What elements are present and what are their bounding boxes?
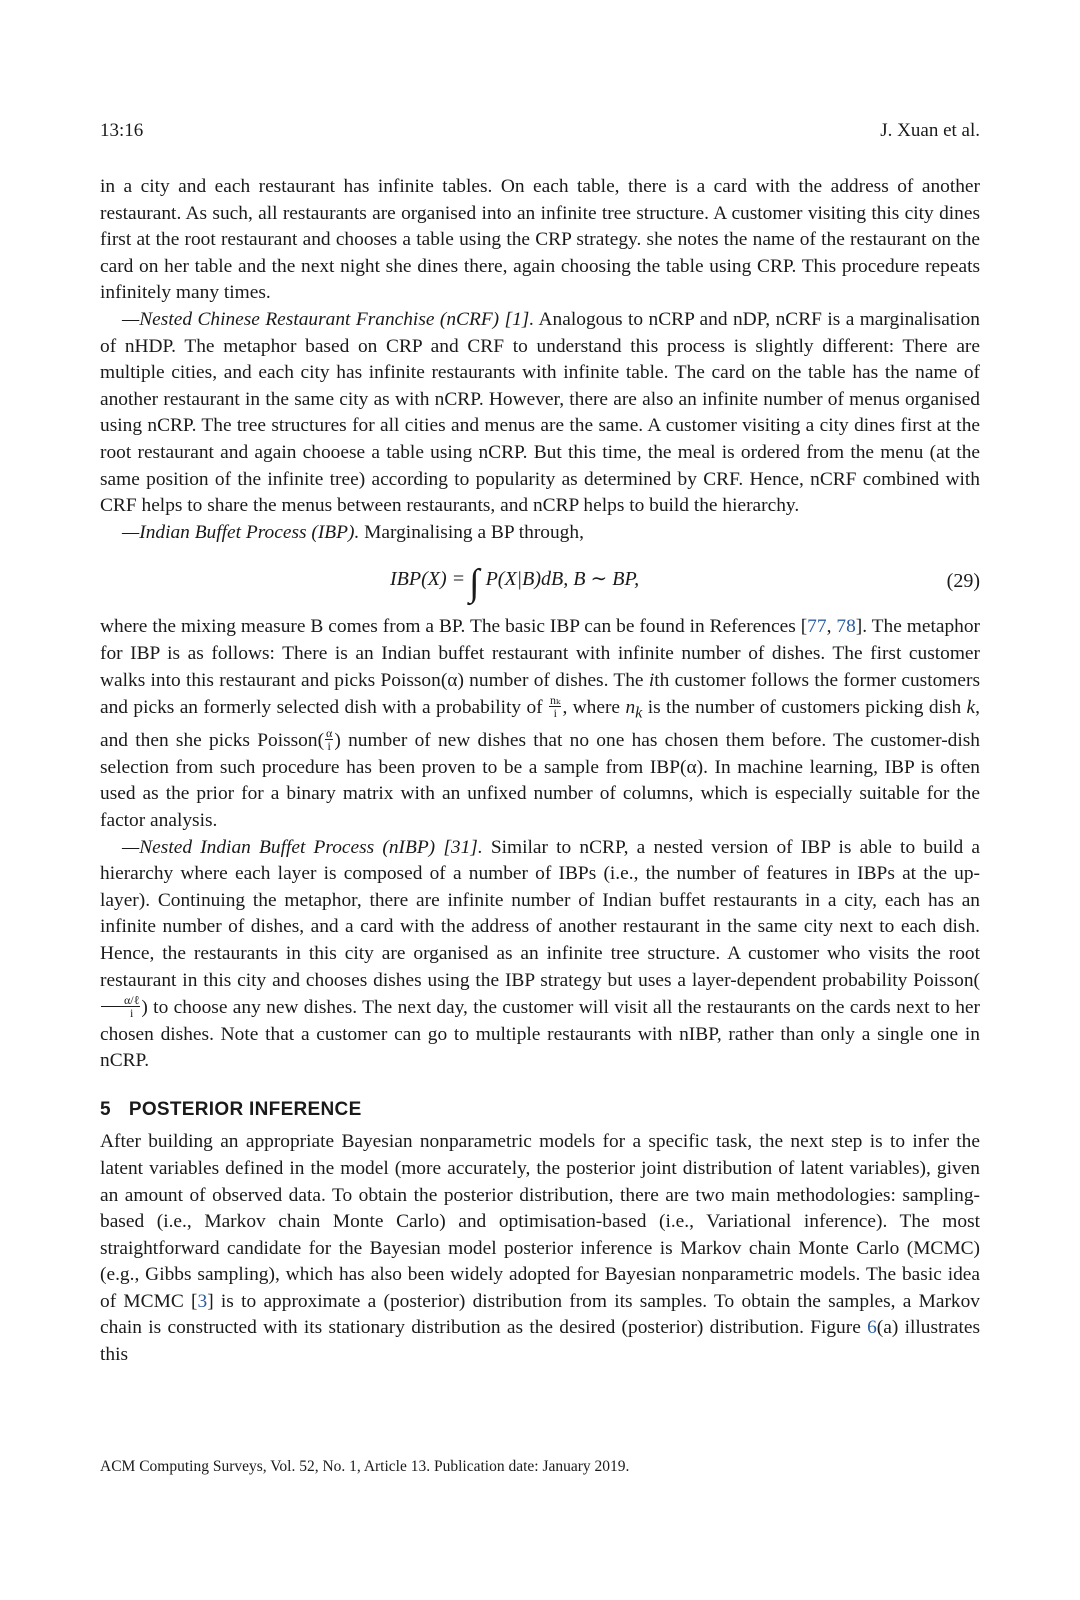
text-run: , [826,616,837,638]
paragraph-posterior-inference [100,1129,980,1368]
paragraph-ncrf [100,307,980,520]
paragraph-nibp [100,835,980,1075]
citation-link[interactable]: 3 [197,1290,208,1312]
fraction-alpha-over-i [325,727,333,752]
citation-link[interactable]: 77 [807,616,827,638]
math-var: n [625,696,636,718]
text-run: where the mixing measure B comes from a BP. The basic IBP can be found in References [ [100,616,808,638]
paragraph-ncrp-continuation: in a city and each restaurant has infinite tables. On each table, there is a card with the address of another restaurant. As such, all restaurants are organised into an infinite tree structure. A customer visiting this city dines first at the root restaurant and chooses a table using the CRP strategy. she notes the name of the restaurant on the card on her table and the next night she dines there, again choosing the table using CRP. This procedure repeats infinitely many times. [100,176,980,304]
equation-rhs: P(X|B)dB, B ∼ BP, [485,568,640,591]
page-number: 13:16 [100,120,144,141]
fraction-numerator: nₖ [550,693,561,708]
text-run: , and then she picks Poisson( [100,696,980,752]
text-run: , where [562,696,626,718]
text-run: Similar to nCRP, a nested version of IBP is able to build a hierarchy where each layer is composed of a number of IBPs (i.e., the number of features in IBPs at the up-layer). Continuing the metaphor, there are infinite number of Indian buffet restaurants in a city, each has an infinite number of dishes, and a card with the address of another restaurant in the same city next to each dish. Hence, the restaurants in this city are organised as an infinite tree structure. A customer who visits the root restaurant in this city and chooses dishes using the IBP strategy but uses a layer-dependent probability Poisson( [100,836,980,991]
paragraph-ibp-metaphor [100,614,980,834]
ibp-text: Marginalising a BP through, [359,521,584,543]
text-run: ]. The metaphor for IBP is as follows: There is an Indian buffet restaurant with infinite number of dishes. The first customer walks into this restaurant and picks Poisson(α) number of dishes. The [100,616,980,691]
body-text [100,174,980,1369]
fraction-numerator: α [326,726,333,741]
math-subscript: k [635,704,643,722]
fraction-denominator: i [553,706,557,721]
equation-body [390,562,640,605]
ibp-label: —Indian Buffet Process (IBP). [122,521,360,543]
section-heading [100,1097,980,1124]
ncrf-label: —Nested Chinese Restaurant Franchise (nCRF) [1]. [122,308,535,330]
citation-link[interactable]: 78 [836,616,856,638]
fraction-nk-over-i [549,694,561,719]
text-run: ) number of new dishes that no one has chosen them before. The customer-dish selection from such procedure has been proven to be a sample from IBP(α). In machine learning, IBP is often used as the prior for a binary matrix with an unfixed number of columns, which is especially suitable for the factor analysis. [100,730,980,831]
text-run: After building an appropriate Bayesian nonparametric models for a specific task, the next step is to infer the latent variables defined in the model (more accurately, the posterior joint distribution of latent variables), given an amount of observed data. To obtain the posterior distribution, there are two main methodologies: sampling-based (i.e., Markov chain Monte Carlo) and optimisation-based (i.e., Variational inference). The most straightforward candidate for the Bayesian model posterior inference is Markov chain Monte Carlo (MCMC) (e.g., Gibbs sampling), which has also been widely adopted for Bayesian nonparametric models. The basic idea of MCMC [ [100,1131,980,1312]
section-title: POSTERIOR INFERENCE [128,1098,362,1120]
section-number: 5 [100,1098,111,1120]
author-header: J. Xuan et al. [880,120,980,141]
ncrf-text: Analogous to nCRP and nDP, nCRF is a marginalisation of nHDP. The metaphor based on CRP and CRF to understand this process is slightly different: There are multiple cities, and each city has infinite restaurants with infinite table. The card on the table has the name of another restaurant in the same city as with nCRP. However, there are also an infinite number of menus organised using nCRP. The tree structures for all cities and menus are the same. A customer visiting a city dines first at the root restaurant and again chooese a table using nCRP. But this time, the meal is ordered from the menu (at the same position of the infinite tree) according to popularity as determined by CRF. Hence, nCRF combined with CRF helps to share the menus between restaurants, and nCRP helps to build the hierarchy. [100,308,980,517]
fraction-numerator: α/ℓ [101,994,140,1007]
math-var: k [966,696,976,718]
paragraph-ibp-intro [100,520,980,547]
math-var: i [648,669,655,691]
text-run: th customer follows the former customers and picks an formerly selected dish with a probability of [100,669,981,718]
fraction-layer-over-i [101,994,140,1019]
fraction-denominator: i [130,1006,134,1021]
integral-sign: ∫ [469,562,480,605]
fraction-denominator: i [327,739,331,754]
text-run: ] is to approximate a (posterior) distribution from its samples. To obtain the samples, a Markov chain is constructed with its stationary distribution as the desired (posterior) distribution. Figure [100,1290,980,1339]
nibp-label: —Nested Indian Buffet Process (nIBP) [31]. [122,836,483,858]
equation-29 [100,552,980,608]
equation-lhs: IBP(X) = [390,568,466,591]
text-run: ) to choose any new dishes. The next day, the customer will visit all the restaurants on the cards next to her chosen dishes. Note that a customer can go to multiple restaurants with nIBP, rather than only a single one in nCRP. [100,996,980,1072]
text-run: is the number of customers picking dish [642,696,967,718]
page-footer: ACM Computing Surveys, Vol. 52, No. 1, Article 13. Publication date: January 2019. [100,1458,630,1475]
figure-link[interactable]: 6 [867,1317,877,1339]
running-head [100,120,980,142]
text-run: (a) illustrates this [100,1317,980,1366]
equation-number: (29) [946,570,980,593]
